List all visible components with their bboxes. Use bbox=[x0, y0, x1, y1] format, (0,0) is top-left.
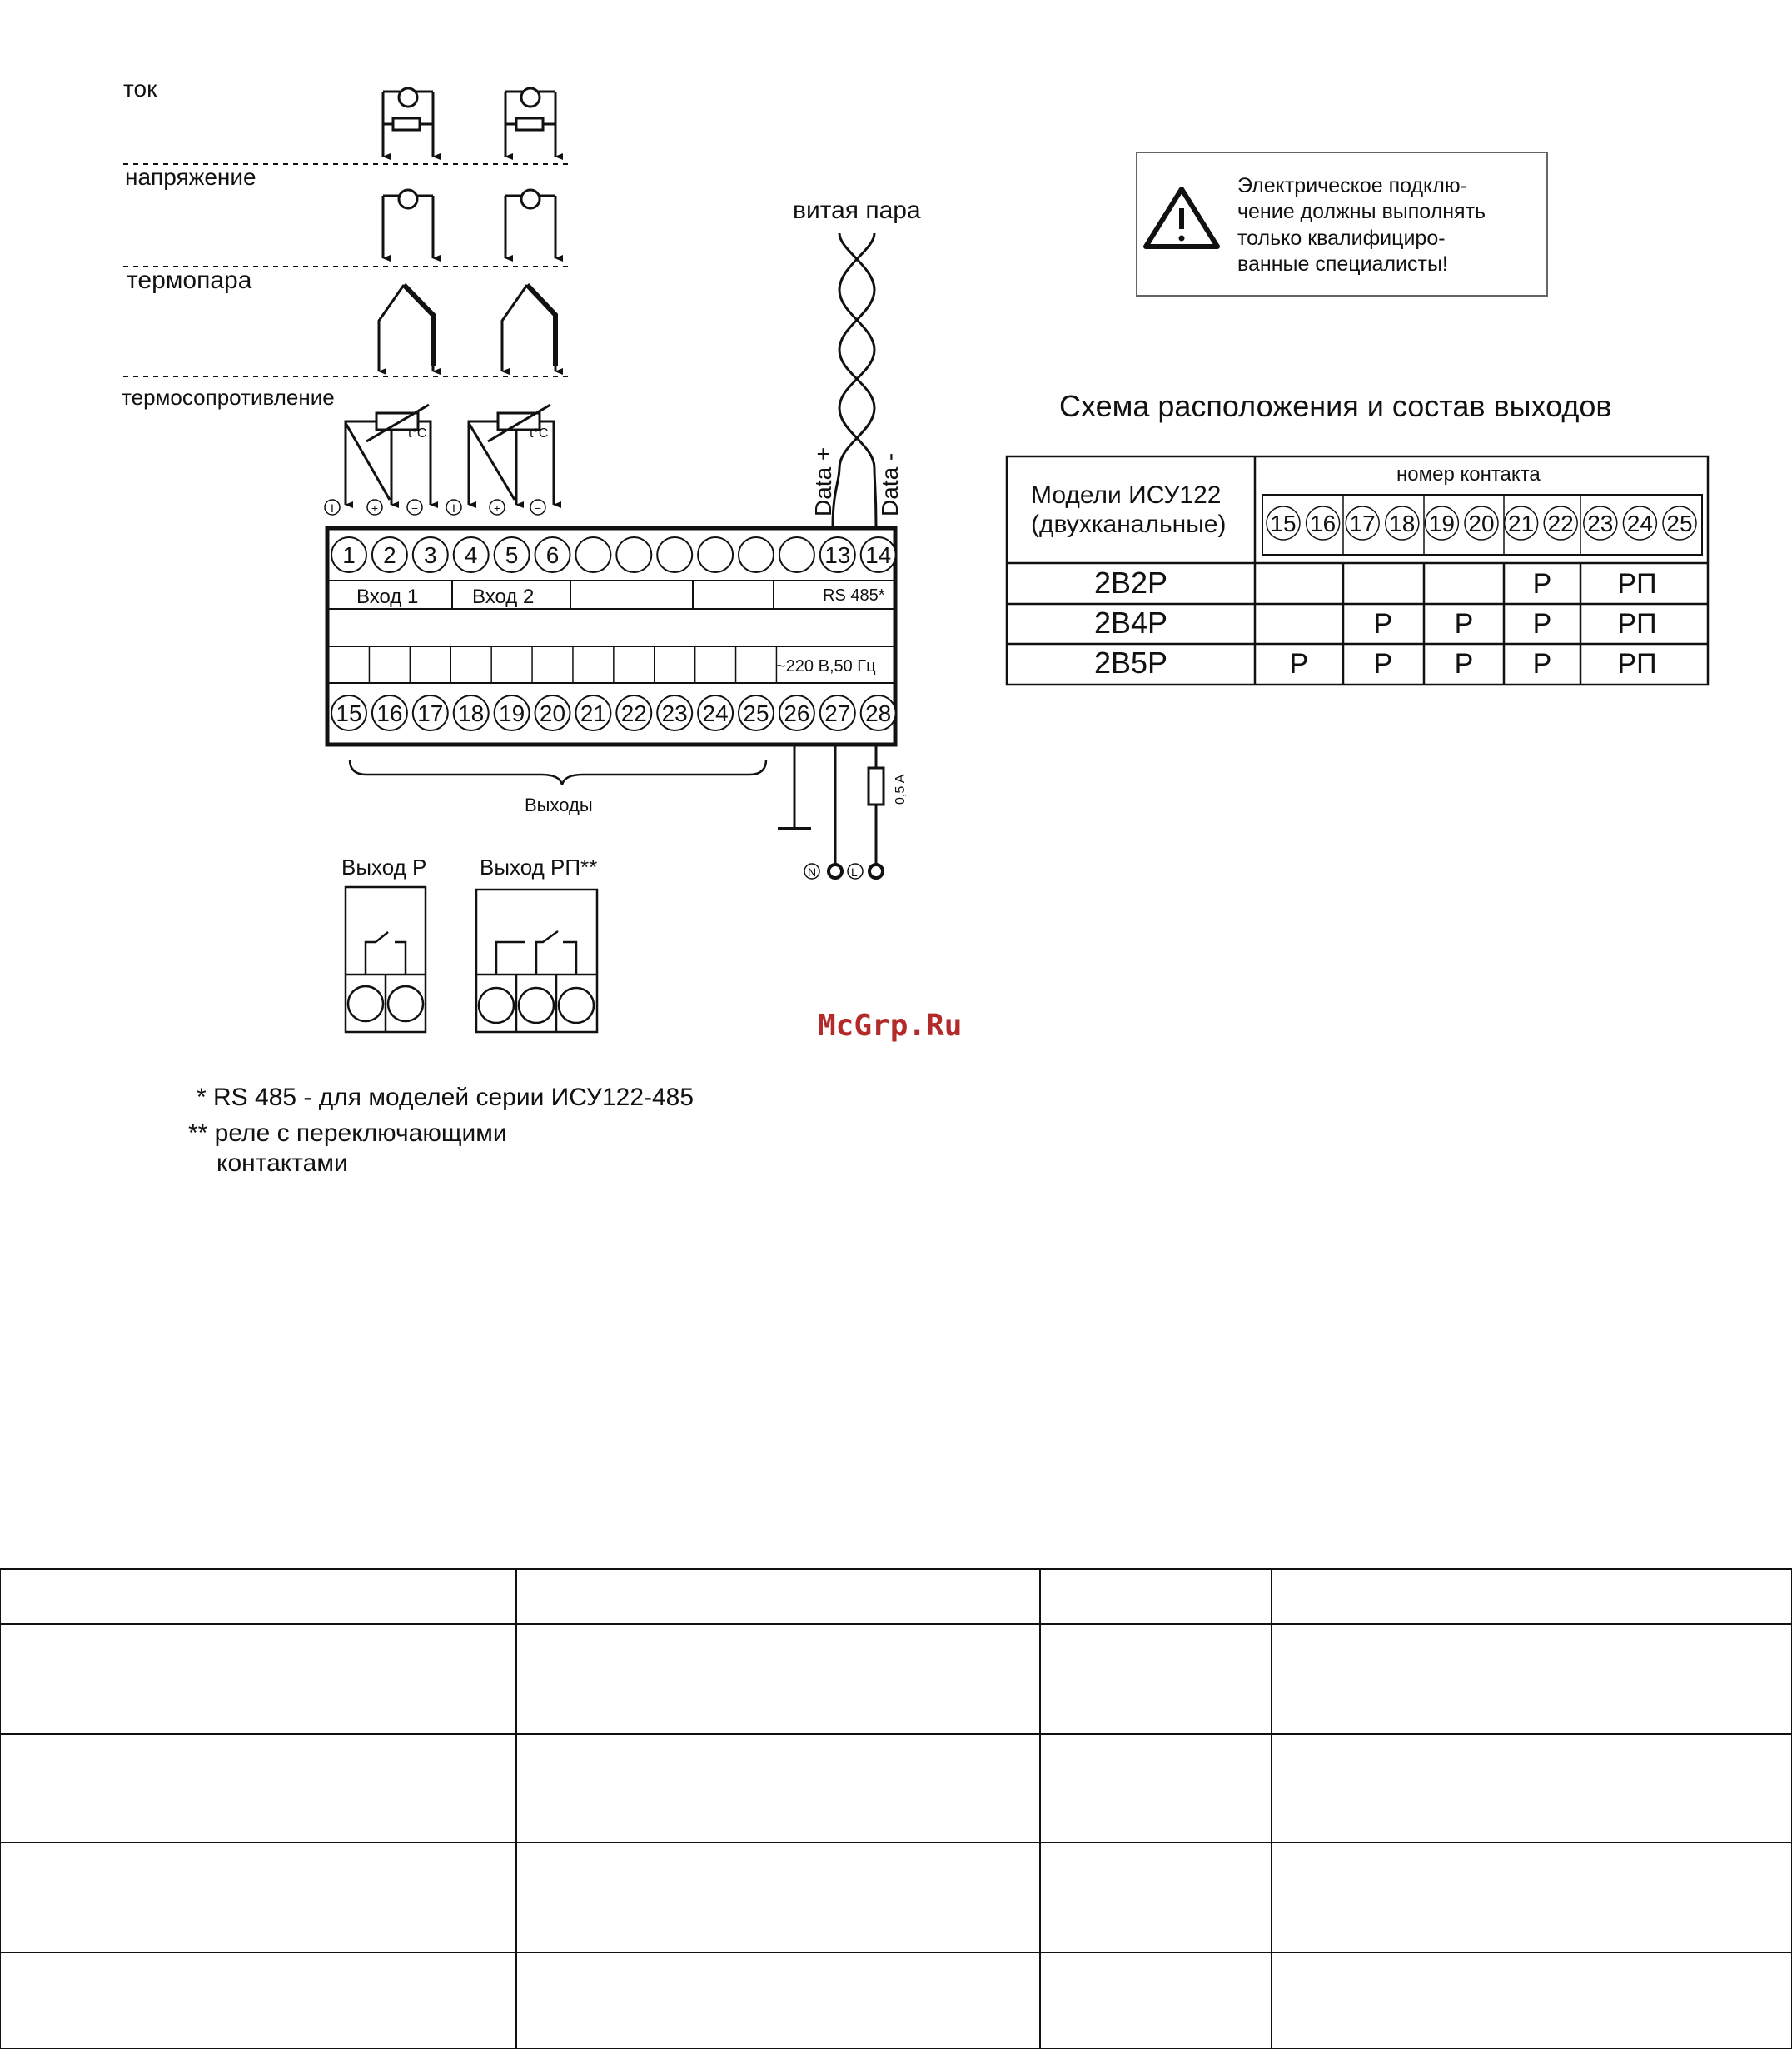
model-2: 2В5Р bbox=[1093, 646, 1168, 680]
current-source-1 bbox=[383, 88, 433, 157]
polarity-minus: − bbox=[411, 501, 419, 515]
terminal-bottom-number: 19 bbox=[499, 700, 525, 726]
terminal-top-number: 5 bbox=[505, 542, 519, 568]
terminal-top-number: 3 bbox=[424, 542, 437, 568]
terminal-top-11 bbox=[739, 537, 774, 572]
model-header-line1: Модели ИСУ122 bbox=[1031, 481, 1222, 509]
warning-line-4: ванные специалисты! bbox=[1237, 252, 1448, 276]
contact-number: 15 bbox=[1270, 511, 1297, 536]
rtd-sensor-2 bbox=[469, 405, 554, 505]
thermocouple-2 bbox=[502, 285, 555, 371]
model-1: 2В4Р bbox=[1093, 606, 1168, 640]
warning-line-3: только квалифициро- bbox=[1237, 227, 1446, 250]
terminal-bottom-number: 15 bbox=[336, 700, 362, 726]
input2-label: Вход 2 bbox=[472, 586, 535, 608]
twisted-pair-title: витая пара bbox=[793, 197, 921, 224]
voltage-source-2 bbox=[505, 190, 555, 258]
terminal-top-number: 4 bbox=[464, 542, 478, 568]
polarity-minus: − bbox=[534, 501, 542, 515]
note-relay-line1: ** реле с переключающими bbox=[188, 1119, 507, 1147]
power-label: ~220 В,50 Гц bbox=[776, 657, 876, 676]
output-cell: Р bbox=[1454, 608, 1474, 640]
polarity-plus: + bbox=[493, 501, 501, 515]
contact-number: 24 bbox=[1626, 511, 1653, 536]
terminal-top-9 bbox=[657, 537, 692, 572]
input1-label: Вход 1 bbox=[356, 586, 419, 608]
terminal-bottom-number: 25 bbox=[743, 700, 769, 726]
rtd-unit-2: t°C bbox=[530, 426, 549, 441]
terminal-bottom-number: 28 bbox=[865, 700, 892, 726]
outputs-label: Выходы bbox=[525, 795, 593, 815]
power-wires bbox=[804, 745, 884, 879]
contact-number: 19 bbox=[1428, 511, 1455, 536]
output-cell: Р bbox=[1532, 648, 1552, 680]
contact-number: 22 bbox=[1547, 511, 1574, 536]
output-cell: Р bbox=[1454, 648, 1474, 680]
label-voltage: напряжение bbox=[125, 164, 256, 190]
thermocouple-1 bbox=[379, 285, 433, 371]
outputs-table-title: Схема расположения и состав выходов bbox=[1059, 389, 1612, 423]
contact-number: 25 bbox=[1666, 511, 1693, 536]
polarity-i: I bbox=[452, 501, 455, 515]
data-minus-label: Data - bbox=[877, 452, 903, 516]
contact-number: 20 bbox=[1468, 511, 1495, 536]
terminal-bottom-number: 22 bbox=[620, 700, 647, 726]
terminal-top-number: 1 bbox=[342, 542, 356, 568]
terminal-top-7 bbox=[575, 537, 610, 572]
rtd-sensor-1 bbox=[346, 405, 431, 505]
contact-number: 23 bbox=[1587, 511, 1614, 536]
terminal-top-8 bbox=[616, 537, 651, 572]
neutral-label: N bbox=[808, 865, 817, 879]
contact-circles bbox=[1267, 506, 1696, 540]
warning-line-1: Электрическое подклю- bbox=[1237, 174, 1467, 197]
contact-number: 18 bbox=[1389, 511, 1416, 536]
terminal-top-12 bbox=[779, 537, 814, 572]
output-cell: Р bbox=[1373, 608, 1393, 640]
terminal-bottom-number: 26 bbox=[784, 700, 810, 726]
terminal-top-number: 13 bbox=[824, 542, 851, 568]
output-cell: Р bbox=[1532, 568, 1552, 600]
polarity-markers bbox=[325, 500, 545, 515]
data-plus-label: Data + bbox=[810, 446, 836, 516]
watermark: McGrp.Ru bbox=[818, 1009, 963, 1043]
terminal-top-number: 6 bbox=[545, 542, 560, 568]
ground-symbol bbox=[778, 745, 811, 829]
terminal-bottom-number: 23 bbox=[661, 700, 688, 726]
output-cell: РП bbox=[1617, 608, 1657, 640]
bottom-dividers bbox=[369, 646, 776, 683]
fuse-label: 0,5 A bbox=[894, 774, 908, 805]
output-cell: Р bbox=[1289, 648, 1309, 680]
terminal-bottom-number: 16 bbox=[376, 700, 403, 726]
terminal-bottom-number: 20 bbox=[539, 700, 566, 726]
output-cell: Р bbox=[1373, 648, 1393, 680]
relay-p-symbol bbox=[346, 887, 426, 1032]
terminal-bottom-number: 18 bbox=[458, 700, 485, 726]
relay-rp-title: Выход РП** bbox=[480, 855, 598, 880]
rs485-label: RS 485* bbox=[823, 586, 885, 605]
model-header-line2: (двухканальные) bbox=[1031, 511, 1227, 538]
bottom-terminals bbox=[331, 695, 896, 730]
note-relay-line2: контактами bbox=[217, 1149, 348, 1177]
terminal-top-number: 2 bbox=[383, 542, 396, 568]
table-rows bbox=[1094, 566, 1657, 680]
voltage-source-1 bbox=[383, 190, 433, 258]
polarity-plus: + bbox=[371, 501, 379, 515]
terminal-bottom-number: 21 bbox=[580, 700, 606, 726]
terminal-top-10 bbox=[698, 537, 733, 572]
output-cell: Р bbox=[1532, 608, 1552, 640]
contact-number: 17 bbox=[1349, 511, 1376, 536]
outputs-brace bbox=[350, 760, 766, 785]
contact-number: 21 bbox=[1508, 511, 1535, 536]
output-cell: РП bbox=[1617, 568, 1657, 600]
note-rs485: * RS 485 - для моделей серии ИСУ122-485 bbox=[197, 1084, 694, 1111]
terminal-bottom-number: 24 bbox=[702, 700, 729, 726]
terminal-top-number: 14 bbox=[865, 542, 892, 568]
polarity-i: I bbox=[331, 501, 334, 515]
warning-line-2: чение должны выполнять bbox=[1237, 200, 1486, 223]
terminal-bottom-number: 27 bbox=[824, 700, 851, 726]
contact-number: 16 bbox=[1310, 511, 1337, 536]
relay-p-title: Выход Р bbox=[341, 855, 427, 880]
output-cell: РП bbox=[1617, 648, 1657, 680]
label-current: ток bbox=[123, 76, 157, 102]
relay-rp-symbol bbox=[476, 890, 597, 1032]
line-label: L bbox=[851, 865, 858, 879]
label-rtd: термосопротивление bbox=[122, 385, 335, 410]
current-source-2 bbox=[505, 88, 555, 157]
contact-header: номер контакта bbox=[1396, 463, 1541, 486]
top-terminals bbox=[331, 537, 896, 572]
rtd-unit-1: t°C bbox=[408, 426, 427, 441]
label-thermocouple: термопара bbox=[127, 267, 252, 294]
model-0: 2В2Р bbox=[1093, 566, 1168, 600]
bottom-empty-table bbox=[0, 1569, 1792, 2049]
terminal-bottom-number: 17 bbox=[417, 700, 444, 726]
twisted-pair-wires bbox=[833, 233, 876, 526]
